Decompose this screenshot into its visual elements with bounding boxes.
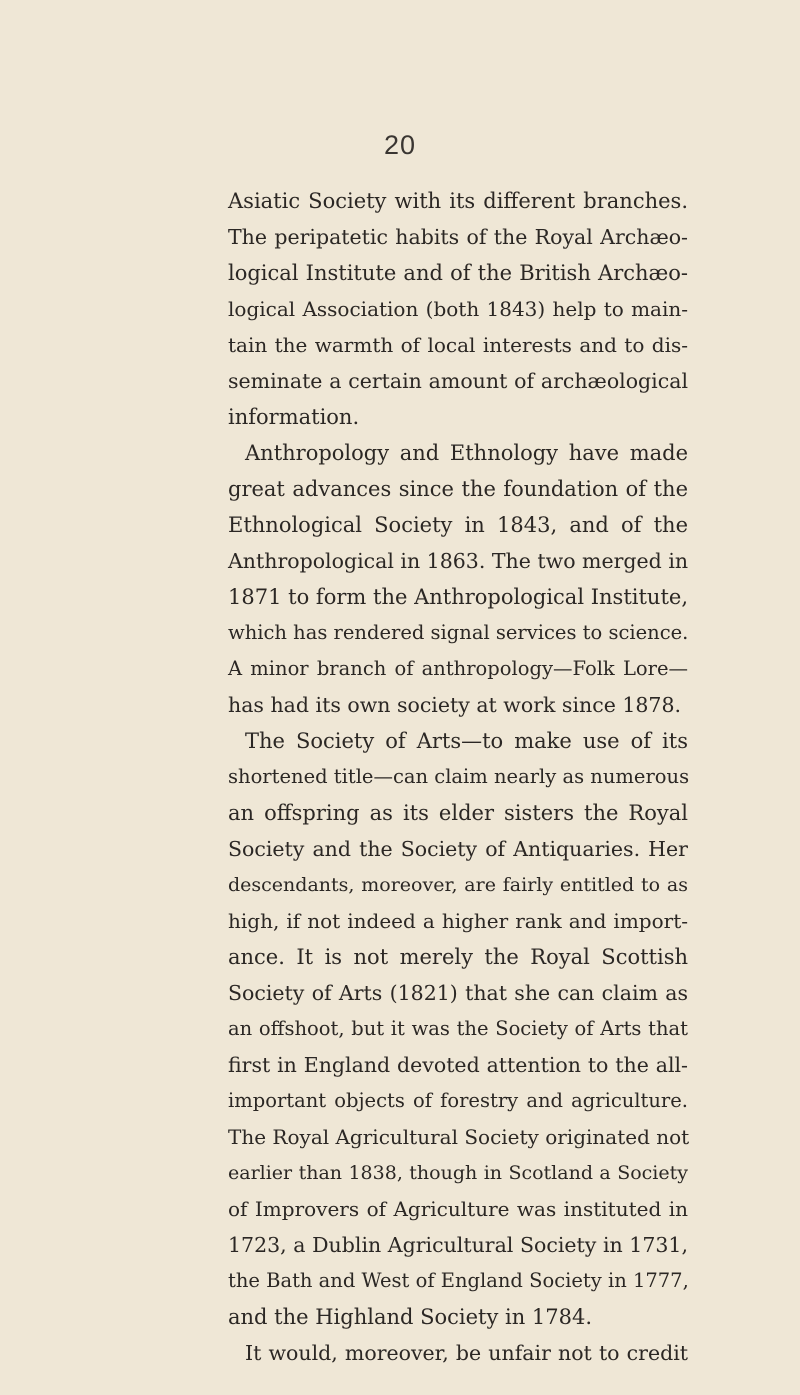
text-line: the Bath and West of England Society in 1777, bbox=[228, 1269, 689, 1292]
text-line: A minor branch of anthropology—Folk Lore— bbox=[228, 657, 688, 680]
text-line: 1871 to form the Anthropological Institute, bbox=[228, 585, 688, 609]
text-line: It would, moreover, be unfair not to credit bbox=[245, 1341, 688, 1365]
text-line: information. bbox=[228, 405, 360, 429]
text-line: The Society of Arts—to make use of its bbox=[245, 729, 688, 753]
text-line: shortened title—can claim nearly as numerous bbox=[228, 765, 690, 788]
text-line: an offspring as its elder sisters the Royal bbox=[228, 801, 688, 825]
text-line: descendants, moreover, are fairly entitled to as bbox=[228, 874, 688, 896]
text-line: ance. It is not merely the Royal Scottish bbox=[228, 945, 688, 969]
text-line: earlier than 1838, though in Scotland a Society bbox=[228, 1162, 688, 1184]
text-line: The peripatetic habits of the Royal Archæo- bbox=[228, 225, 688, 249]
text-line: Ethnological Society in 1843, and of the bbox=[228, 513, 688, 537]
text-line: tain the warmth of local interests and to dis- bbox=[228, 333, 688, 357]
text-line: which has rendered signal services to science. bbox=[228, 621, 689, 644]
text-line: seminate a certain amount of archæological bbox=[228, 369, 688, 393]
text-line: of Improvers of Agriculture was instituted in bbox=[228, 1197, 688, 1221]
text-line: 1723, a Dublin Agricultural Society in 1731, bbox=[228, 1233, 688, 1257]
text-line: Society and the Society of Antiquaries. Her bbox=[228, 837, 688, 861]
text-line: high, if not indeed a higher rank and import- bbox=[228, 909, 688, 933]
text-line: great advances since the foundation of the bbox=[228, 477, 688, 501]
text-line: Anthropological in 1863. The two merged in bbox=[228, 549, 689, 573]
text-line: Asiatic Society with its different branches. bbox=[228, 189, 688, 213]
text-line: The Royal Agricultural Society originated not bbox=[228, 1125, 690, 1149]
text-line: logical Association (both 1843) help to main- bbox=[228, 297, 688, 321]
text-line: and the Highland Society in 1784. bbox=[228, 1305, 593, 1329]
page-number: 20 bbox=[383, 130, 417, 160]
text-line: Anthropology and Ethnology have made bbox=[245, 441, 688, 465]
text-line: first in England devoted attention to the all- bbox=[228, 1053, 688, 1077]
text-line: has had its own society at work since 1878. bbox=[228, 693, 682, 717]
text-line: logical Institute and of the British Archæo- bbox=[228, 261, 688, 285]
text-line: important objects of forestry and agriculture. bbox=[228, 1089, 688, 1112]
text-line: an offshoot, but it was the Society of Arts that bbox=[228, 1017, 688, 1040]
text-line: Society of Arts (1821) that she can claim as bbox=[228, 981, 688, 1005]
